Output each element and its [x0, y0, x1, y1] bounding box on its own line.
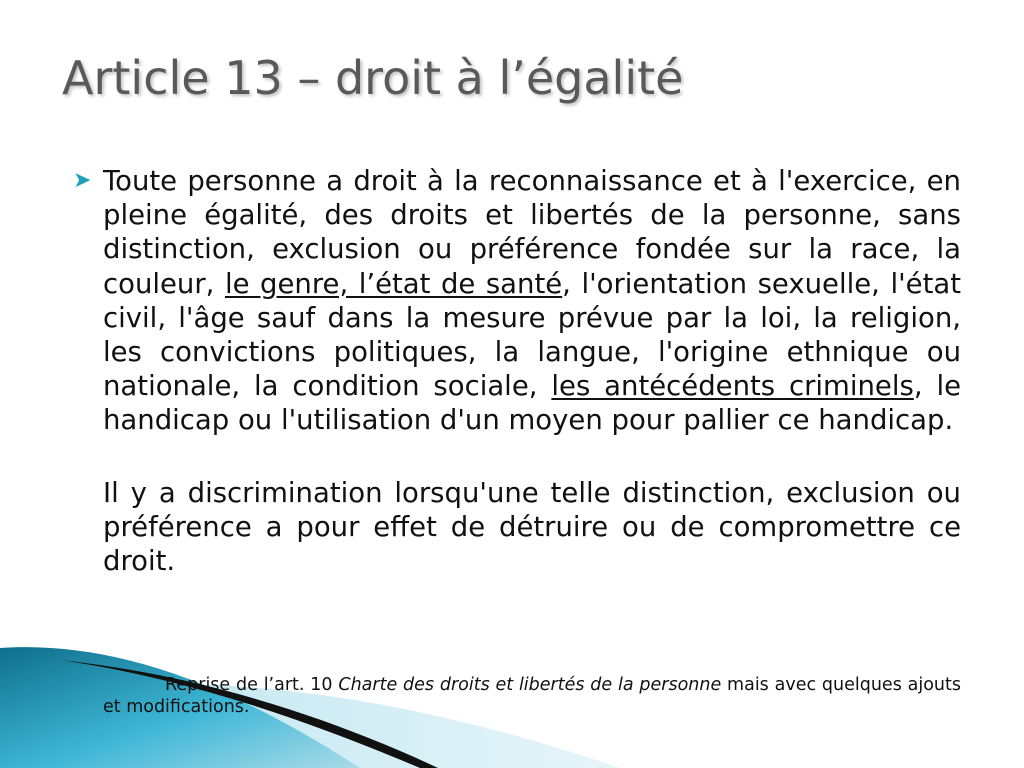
underlined-text-antecedents: les antécédents criminels	[551, 370, 914, 403]
bullet-icon: ➤	[73, 168, 92, 193]
paragraph-1-text-a: Toute personne a droit à la reconnaissance et à l'exercice, en pleine égalité, des droits et libertés de la personne, sans distinction, exclusion ou préférence fondée sur la race, la couleur,	[103, 165, 961, 300]
source-suffix: mais avec quelques ajouts et modifications.	[103, 674, 961, 717]
source-citation	[103, 674, 961, 718]
slide-title: Article 13 – droit à l’égalité	[62, 51, 684, 105]
paragraph-2: Il y a discrimination lorsqu'une telle distinction, exclusion ou préférence a pour effet de détruire ou de compromettre ce droit.	[103, 476, 961, 578]
paragraph-1-text-b: , l'orientation sexuelle, l'état civil, l'âge sauf dans la mesure prévue par la loi, la religion, les convictions politiques, la langue, l'origine ethnique ou nationale, la condition sociale,	[103, 267, 961, 403]
source-prefix: Reprise de l’art. 10	[165, 674, 339, 695]
underlined-text-genre: le genre, l’état de santé	[224, 267, 563, 300]
source-charter-title: Charte des droits et libertés de la personne	[338, 674, 722, 695]
paragraph-1-text-c: , le handicap ou l'utilisation d'un moyen pour pallier ce handicap.	[103, 370, 962, 437]
